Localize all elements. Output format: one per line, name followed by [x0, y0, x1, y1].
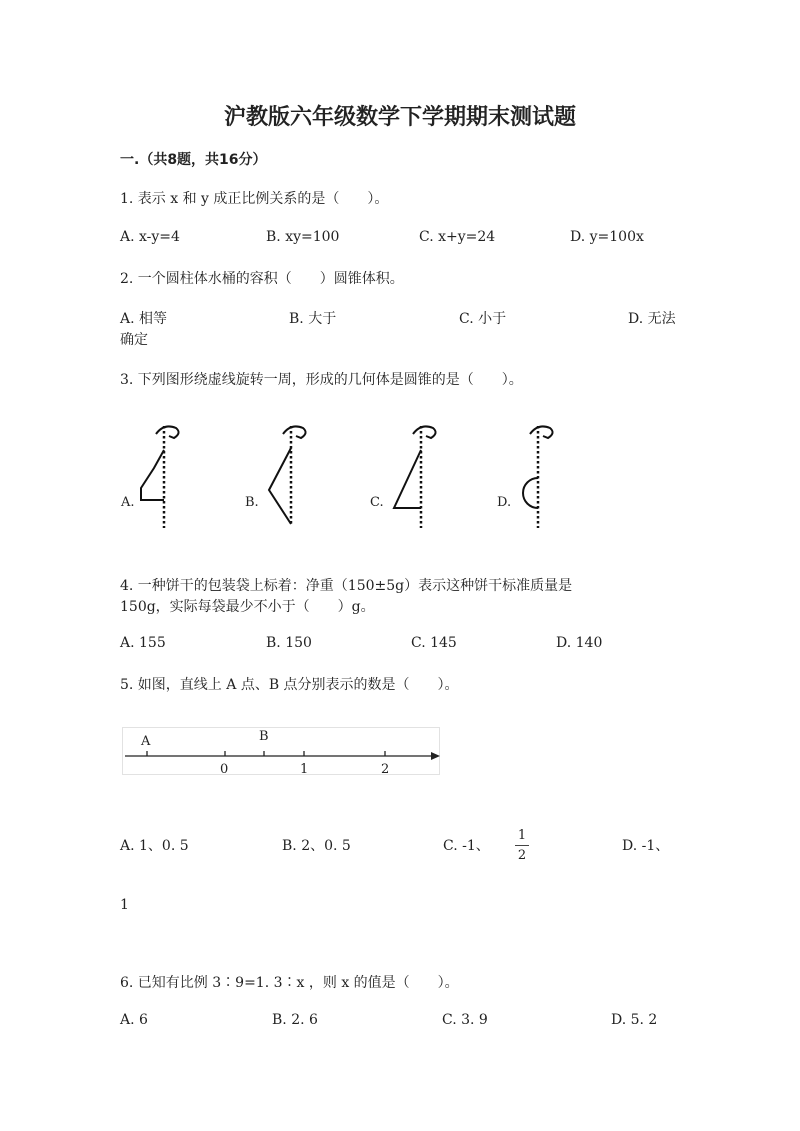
question-2-option-a[interactable]: A. 相等	[120, 311, 168, 327]
question-4-stem-line1: 4. 一种饼干的包装袋上标着：净重（150±5g）表示这种饼干标准质量是	[120, 578, 573, 594]
question-1-option-a[interactable]: A. x-y=4	[120, 229, 180, 245]
question-6-option-d[interactable]: D. 5. 2	[611, 1012, 658, 1028]
point-a-label: A	[141, 734, 151, 749]
fraction-numerator: 1	[517, 828, 527, 843]
page-title: 沪教版六年级数学下学期期末测试题	[223, 105, 576, 130]
question-2-option-d[interactable]: D. 无法	[628, 311, 676, 327]
question-5-option-a[interactable]: A. 1、0. 5	[120, 838, 189, 854]
fraction-bar	[515, 845, 529, 846]
tick-label-1: 1	[300, 762, 309, 777]
question-4-stem-line2: 150g，实际每袋最少不小于（ ）g。	[120, 599, 375, 615]
question-6-option-c[interactable]: C. 3. 9	[442, 1012, 488, 1028]
question-6-stem: 6. 已知有比例 3∶9=1. 3∶x ，则 x 的值是（ ）。	[120, 975, 459, 991]
point-b-label: B	[259, 729, 269, 744]
question-5-stem: 5. 如图，直线上 A 点、B 点分别表示的数是（ ）。	[120, 677, 459, 693]
question-6-option-a[interactable]: A. 6	[120, 1012, 148, 1028]
figure-c-label: C.	[370, 495, 384, 510]
question-2-option-b[interactable]: B. 大于	[289, 311, 337, 327]
number-line	[122, 727, 442, 777]
question-5-option-b[interactable]: B. 2、0. 5	[282, 838, 351, 854]
question-5-option-c[interactable]: C. -1、	[443, 838, 490, 854]
question-5-option-c-fraction	[515, 828, 529, 863]
figure-d[interactable]	[514, 420, 564, 530]
tick-label-2: 2	[381, 762, 390, 777]
question-5-option-d-continued: 1	[120, 897, 129, 913]
question-4-option-a[interactable]: A. 155	[120, 635, 166, 651]
question-1-option-d[interactable]: D. y=100x	[570, 229, 644, 245]
question-2-option-d-continued: 确定	[120, 332, 148, 348]
question-2-stem: 2. 一个圆柱体水桶的容积（ ）圆锥体积。	[120, 271, 404, 287]
question-4-option-d[interactable]: D. 140	[556, 635, 603, 651]
question-2-option-c[interactable]: C. 小于	[459, 311, 507, 327]
tick-label-0: 0	[220, 762, 229, 777]
question-1-option-c[interactable]: C. x+y=24	[419, 229, 496, 245]
figure-b-label: B.	[245, 495, 259, 510]
figure-b[interactable]	[264, 420, 314, 530]
figure-a-label: A.	[121, 495, 135, 510]
question-1-option-b[interactable]: B. xy=100	[266, 229, 340, 245]
figure-d-label: D.	[497, 495, 512, 510]
question-4-option-b[interactable]: B. 150	[266, 635, 312, 651]
question-5-option-d[interactable]: D. -1、	[622, 838, 670, 854]
question-4-option-c[interactable]: C. 145	[411, 635, 457, 651]
question-3-stem: 3. 下列图形绕虚线旋转一周，形成的几何体是圆锥的是（ ）。	[120, 372, 523, 388]
fraction-denominator: 2	[517, 848, 527, 863]
figure-a[interactable]	[136, 420, 186, 530]
question-6-option-b[interactable]: B. 2. 6	[272, 1012, 318, 1028]
figure-c[interactable]	[390, 420, 440, 530]
question-1-stem: 1. 表示 x 和 y 成正比例关系的是（ ）。	[120, 191, 389, 207]
section-header: 一.（共8题，共16分）	[120, 152, 267, 168]
